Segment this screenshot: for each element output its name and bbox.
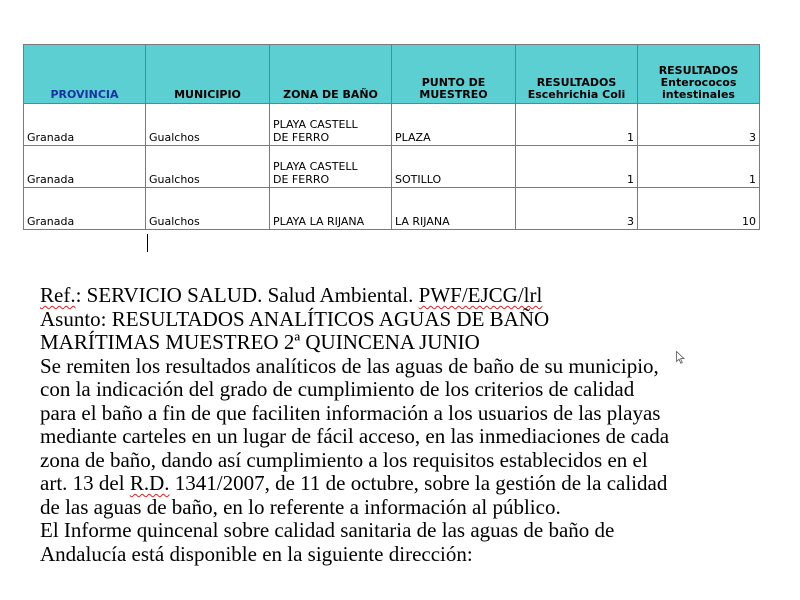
cell-punto[interactable]: LA RIJANA — [392, 188, 516, 230]
cell-municipio[interactable]: Gualchos — [146, 188, 270, 230]
cell-municipio[interactable]: Gualchos — [146, 104, 270, 146]
table-header-row — [24, 45, 760, 104]
body-line: zona de baño, dando así cumplimiento a los requisitos establecidos en el — [40, 447, 648, 472]
cell-ecoli[interactable]: 1 — [516, 146, 638, 188]
mouse-pointer-icon — [676, 351, 685, 364]
header-municipio — [146, 45, 270, 104]
body-line: Andalucía está disponible en la siguiente dirección: — [40, 541, 473, 566]
header-text-line: MUESTREO — [419, 88, 488, 101]
body-line: Se remiten los resultados analíticos de las aguas de baño de su municipio, — [40, 353, 659, 378]
letter-body[interactable] — [40, 284, 780, 566]
cell-text-line: DE FERRO — [273, 131, 330, 144]
paragraph-part-1 — [40, 355, 780, 473]
header-text-line: RESULTADOS — [536, 76, 617, 89]
header-text-line: PROVINCIA — [50, 88, 119, 101]
ref-prefix: Ref. — [40, 283, 76, 307]
subject-line-1: Asunto: RESULTADOS ANALÍTICOS AGUAS DE BAÑO — [40, 306, 550, 331]
header-text-line: intestinales — [662, 88, 735, 101]
header-enterococos — [638, 45, 760, 104]
article-text-after: 1341/2007, de 11 de octubre, sobre la gestión de la calidad — [169, 471, 668, 495]
header-zona — [270, 45, 392, 104]
cell-text-line: PLAYA CASTELL — [273, 160, 358, 173]
decree-abbrev: R.D. — [129, 471, 170, 495]
header-text-line: RESULTADOS — [658, 64, 739, 77]
cell-provincia[interactable]: Granada — [24, 188, 146, 230]
results-table — [23, 44, 760, 230]
cell-zona[interactable] — [270, 104, 392, 146]
body-line: para el baño a fin de que faciliten información a los usuarios de las playas — [40, 400, 661, 425]
header-text-line: Enterococos — [660, 76, 737, 89]
header-provincia — [24, 45, 146, 104]
cell-text-line: PLAYA CASTELL — [273, 118, 358, 131]
table-row — [24, 146, 760, 188]
header-text-line: MUNICIPIO — [174, 88, 241, 101]
body-line: de las aguas de baño, en lo referente a información al público. — [40, 494, 561, 519]
cell-punto[interactable]: PLAZA — [392, 104, 516, 146]
text-cursor — [147, 234, 148, 252]
paragraph-part-2 — [40, 496, 780, 567]
cell-enterococos[interactable]: 10 — [638, 188, 760, 230]
cell-zona[interactable] — [270, 146, 392, 188]
header-text-line: Escehrichia Coli — [527, 88, 626, 101]
table-body — [24, 104, 760, 230]
body-line: con la indicación del grado de cumplimiento de los criterios de calidad — [40, 377, 635, 401]
cell-enterococos[interactable]: 3 — [638, 104, 760, 146]
cell-ecoli[interactable]: 3 — [516, 188, 638, 230]
article-text-before: art. 13 del — [40, 471, 130, 495]
cell-municipio[interactable]: Gualchos — [146, 146, 270, 188]
ref-text: : SERVICIO SALUD. Salud Ambiental. — [75, 283, 419, 307]
table-row — [24, 188, 760, 230]
cell-enterococos[interactable]: 1 — [638, 146, 760, 188]
header-text-line: ZONA DE BAÑO — [283, 88, 378, 101]
header-punto — [392, 45, 516, 104]
header-text-line: PUNTO DE — [421, 76, 486, 89]
subject-line-2: MARÍTIMAS MUESTREO 2ª QUINCENA JUNIO — [40, 330, 480, 354]
cell-zona[interactable] — [270, 188, 392, 230]
body-line: mediante carteles en un lugar de fácil acceso, en las inmediaciones de cada — [40, 424, 670, 448]
table-row — [24, 104, 760, 146]
body-line: El Informe quincenal sobre calidad sanitaria de las aguas de baño de — [40, 518, 615, 542]
cell-text-line: DE FERRO — [273, 173, 330, 186]
cell-provincia[interactable]: Granada — [24, 104, 146, 146]
cell-provincia[interactable]: Granada — [24, 146, 146, 188]
ref-code: PWF/EJCG/lrl — [418, 283, 543, 307]
cell-ecoli[interactable]: 1 — [516, 104, 638, 146]
reference-line — [40, 284, 780, 308]
header-ecoli — [516, 45, 638, 104]
cell-text-line: PLAYA LA RIJANA — [273, 215, 365, 228]
cell-punto[interactable]: SOTILLO — [392, 146, 516, 188]
article-line — [40, 472, 780, 496]
